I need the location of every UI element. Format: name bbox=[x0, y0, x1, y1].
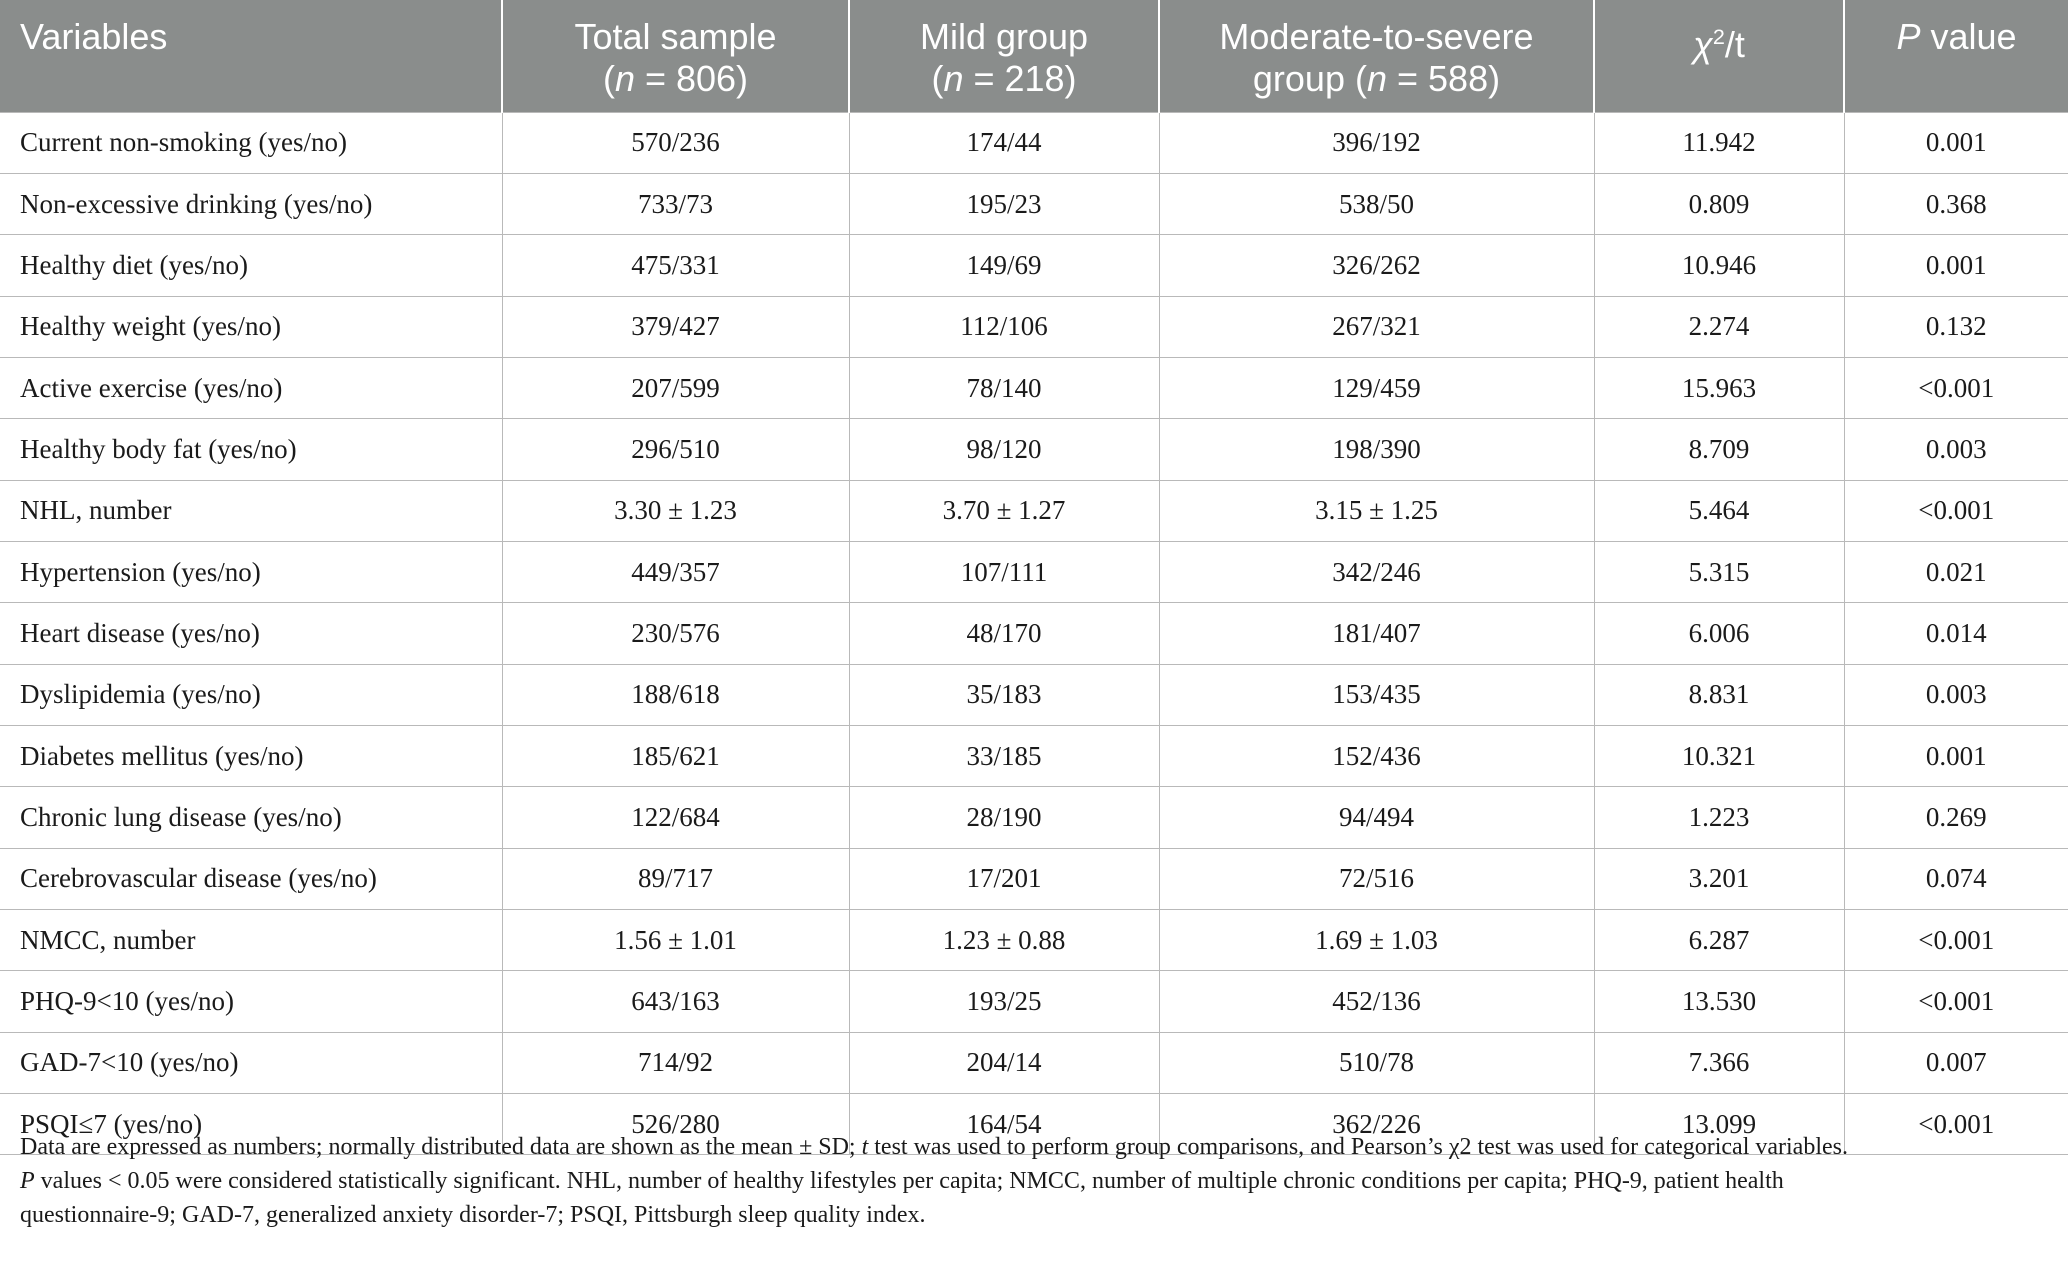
cell-p-value: 0.001 bbox=[1844, 112, 2068, 173]
table-row bbox=[0, 971, 2068, 1032]
cell-variable: GAD-7<10 (yes/no) bbox=[0, 1032, 502, 1093]
cell-mild-group: 48/170 bbox=[849, 603, 1159, 664]
cell-moderate-severe: 267/321 bbox=[1159, 296, 1594, 357]
cell-mild-group: 28/190 bbox=[849, 787, 1159, 848]
cell-mild-group: 107/111 bbox=[849, 541, 1159, 602]
footnote-line-2: P values < 0.05 were considered statistically significant. NHL, number of healthy lifestyles per capita; NMCC, number of multiple chronic conditions per capita; PHQ-9, patient health bbox=[20, 1168, 1784, 1194]
cell-total-sample: 296/510 bbox=[502, 419, 849, 480]
cell-chi2-t: 15.963 bbox=[1594, 357, 1844, 418]
cell-mild-group: 112/106 bbox=[849, 296, 1159, 357]
header-line-1: P value bbox=[1896, 16, 2017, 57]
cell-variable: Healthy weight (yes/no) bbox=[0, 296, 502, 357]
table-row bbox=[0, 664, 2068, 725]
table-row bbox=[0, 357, 2068, 418]
cell-variable: Heart disease (yes/no) bbox=[0, 603, 502, 664]
table-row bbox=[0, 173, 2068, 234]
cell-moderate-severe: 538/50 bbox=[1159, 173, 1594, 234]
cell-total-sample: 1.56 ± 1.01 bbox=[502, 909, 849, 970]
header-total-sample bbox=[502, 0, 849, 112]
cell-variable: NMCC, number bbox=[0, 909, 502, 970]
cell-mild-group: 195/23 bbox=[849, 173, 1159, 234]
cell-total-sample: 230/576 bbox=[502, 603, 849, 664]
cell-variable: Dyslipidemia (yes/no) bbox=[0, 664, 502, 725]
cell-variable: PSQI≤7 (yes/no) bbox=[0, 1094, 502, 1155]
cell-chi2-t: 8.709 bbox=[1594, 419, 1844, 480]
header-chi2-t bbox=[1594, 0, 1844, 112]
cell-total-sample: 570/236 bbox=[502, 112, 849, 173]
table-row bbox=[0, 480, 2068, 541]
cell-chi2-t: 10.321 bbox=[1594, 725, 1844, 786]
header-line-1: Variables bbox=[20, 16, 168, 57]
cell-variable: Current non-smoking (yes/no) bbox=[0, 112, 502, 173]
header-line-1: Moderate-to-severe bbox=[1219, 16, 1534, 57]
cell-chi2-t: 5.315 bbox=[1594, 541, 1844, 602]
cell-variable: Active exercise (yes/no) bbox=[0, 357, 502, 418]
cell-chi2-t: 13.530 bbox=[1594, 971, 1844, 1032]
cell-total-sample: 379/427 bbox=[502, 296, 849, 357]
cell-chi2-t: 3.201 bbox=[1594, 848, 1844, 909]
header-line-2: (n = 218) bbox=[931, 58, 1077, 99]
cell-moderate-severe: 153/435 bbox=[1159, 664, 1594, 725]
cell-variable: Hypertension (yes/no) bbox=[0, 541, 502, 602]
cell-p-value: 0.003 bbox=[1844, 664, 2068, 725]
footnote-line-3: questionnaire-9; GAD-7, generalized anxiety disorder-7; PSQI, Pittsburgh sleep quality index. bbox=[20, 1202, 926, 1228]
table-row bbox=[0, 909, 2068, 970]
header-variables bbox=[0, 0, 502, 112]
cell-moderate-severe: 342/246 bbox=[1159, 541, 1594, 602]
cell-chi2-t: 6.287 bbox=[1594, 909, 1844, 970]
header-line-1: Mild group bbox=[919, 16, 1089, 57]
cell-mild-group: 33/185 bbox=[849, 725, 1159, 786]
table-row bbox=[0, 235, 2068, 296]
table-row bbox=[0, 296, 2068, 357]
cell-variable: Non-excessive drinking (yes/no) bbox=[0, 173, 502, 234]
cell-mild-group: 174/44 bbox=[849, 112, 1159, 173]
cell-total-sample: 526/280 bbox=[502, 1094, 849, 1155]
cell-mild-group: 17/201 bbox=[849, 848, 1159, 909]
cell-total-sample: 185/621 bbox=[502, 725, 849, 786]
cell-p-value: 0.269 bbox=[1844, 787, 2068, 848]
cell-p-value: <0.001 bbox=[1844, 971, 2068, 1032]
cell-variable: PHQ-9<10 (yes/no) bbox=[0, 971, 502, 1032]
cell-variable: NHL, number bbox=[0, 480, 502, 541]
table-row bbox=[0, 725, 2068, 786]
cell-moderate-severe: 129/459 bbox=[1159, 357, 1594, 418]
cell-p-value: 0.074 bbox=[1844, 848, 2068, 909]
cell-moderate-severe: 72/516 bbox=[1159, 848, 1594, 909]
table-row bbox=[0, 112, 2068, 173]
cell-mild-group: 204/14 bbox=[849, 1032, 1159, 1093]
table-row bbox=[0, 787, 2068, 848]
cell-total-sample: 733/73 bbox=[502, 173, 849, 234]
cell-moderate-severe: 198/390 bbox=[1159, 419, 1594, 480]
cell-moderate-severe: 152/436 bbox=[1159, 725, 1594, 786]
cell-p-value: <0.001 bbox=[1844, 909, 2068, 970]
cell-variable: Chronic lung disease (yes/no) bbox=[0, 787, 502, 848]
cell-p-value: <0.001 bbox=[1844, 480, 2068, 541]
cell-variable: Cerebrovascular disease (yes/no) bbox=[0, 848, 502, 909]
cell-total-sample: 475/331 bbox=[502, 235, 849, 296]
cell-moderate-severe: 396/192 bbox=[1159, 112, 1594, 173]
cell-total-sample: 449/357 bbox=[502, 541, 849, 602]
cell-p-value: 0.132 bbox=[1844, 296, 2068, 357]
cell-moderate-severe: 452/136 bbox=[1159, 971, 1594, 1032]
header-p-value bbox=[1844, 0, 2068, 112]
cell-mild-group: 78/140 bbox=[849, 357, 1159, 418]
cell-total-sample: 3.30 ± 1.23 bbox=[502, 480, 849, 541]
cell-moderate-severe: 181/407 bbox=[1159, 603, 1594, 664]
cell-chi2-t: 5.464 bbox=[1594, 480, 1844, 541]
cell-p-value: <0.001 bbox=[1844, 1094, 2068, 1155]
cell-total-sample: 188/618 bbox=[502, 664, 849, 725]
cell-moderate-severe: 510/78 bbox=[1159, 1032, 1594, 1093]
header-line-2: group (n = 588) bbox=[1252, 58, 1501, 99]
table-row bbox=[0, 1032, 2068, 1093]
cell-mild-group: 164/54 bbox=[849, 1094, 1159, 1155]
cell-chi2-t: 8.831 bbox=[1594, 664, 1844, 725]
cell-chi2-t: 13.099 bbox=[1594, 1094, 1844, 1155]
cell-total-sample: 207/599 bbox=[502, 357, 849, 418]
header-moderate-severe-group bbox=[1159, 0, 1594, 112]
cell-chi2-t: 11.942 bbox=[1594, 112, 1844, 173]
cell-total-sample: 714/92 bbox=[502, 1032, 849, 1093]
table-footnote bbox=[20, 1130, 2060, 1232]
cell-mild-group: 98/120 bbox=[849, 419, 1159, 480]
cell-moderate-severe: 362/226 bbox=[1159, 1094, 1594, 1155]
cell-moderate-severe: 326/262 bbox=[1159, 235, 1594, 296]
header-line-1: $\chi^2/t$ bbox=[1693, 24, 1745, 65]
footnote-line-1: Data are expressed as numbers; normally distributed data are shown as the mean ± SD; t test was used to perform group comparisons, and Pearson’s χ2 test was used for categorical variables. bbox=[20, 1134, 1848, 1160]
cell-p-value: 0.007 bbox=[1844, 1032, 2068, 1093]
cell-total-sample: 643/163 bbox=[502, 971, 849, 1032]
cell-mild-group: 35/183 bbox=[849, 664, 1159, 725]
cell-p-value: 0.001 bbox=[1844, 725, 2068, 786]
table-row bbox=[0, 419, 2068, 480]
cell-total-sample: 89/717 bbox=[502, 848, 849, 909]
cell-moderate-severe: 1.69 ± 1.03 bbox=[1159, 909, 1594, 970]
cell-variable: Healthy body fat (yes/no) bbox=[0, 419, 502, 480]
cell-p-value: 0.368 bbox=[1844, 173, 2068, 234]
table-header-row bbox=[0, 0, 2068, 112]
cell-mild-group: 193/25 bbox=[849, 971, 1159, 1032]
cell-mild-group: 3.70 ± 1.27 bbox=[849, 480, 1159, 541]
table-row bbox=[0, 848, 2068, 909]
table-row bbox=[0, 603, 2068, 664]
header-mild-group bbox=[849, 0, 1159, 112]
cell-chi2-t: 7.366 bbox=[1594, 1032, 1844, 1093]
cell-p-value: 0.014 bbox=[1844, 603, 2068, 664]
cell-variable: Healthy diet (yes/no) bbox=[0, 235, 502, 296]
cell-mild-group: 149/69 bbox=[849, 235, 1159, 296]
cell-chi2-t: 0.809 bbox=[1594, 173, 1844, 234]
cell-p-value: 0.021 bbox=[1844, 541, 2068, 602]
table-row bbox=[0, 541, 2068, 602]
cell-chi2-t: 1.223 bbox=[1594, 787, 1844, 848]
cell-mild-group: 1.23 ± 0.88 bbox=[849, 909, 1159, 970]
header-line-2: (n = 806) bbox=[602, 58, 749, 99]
cell-chi2-t: 10.946 bbox=[1594, 235, 1844, 296]
cell-variable: Diabetes mellitus (yes/no) bbox=[0, 725, 502, 786]
cell-moderate-severe: 3.15 ± 1.25 bbox=[1159, 480, 1594, 541]
cell-moderate-severe: 94/494 bbox=[1159, 787, 1594, 848]
cell-p-value: 0.003 bbox=[1844, 419, 2068, 480]
table-body bbox=[0, 112, 2068, 1155]
cell-chi2-t: 6.006 bbox=[1594, 603, 1844, 664]
cell-chi2-t: 2.274 bbox=[1594, 296, 1844, 357]
cell-p-value: 0.001 bbox=[1844, 235, 2068, 296]
header-line-1: Total sample bbox=[574, 16, 777, 57]
cell-total-sample: 122/684 bbox=[502, 787, 849, 848]
cell-p-value: <0.001 bbox=[1844, 357, 2068, 418]
